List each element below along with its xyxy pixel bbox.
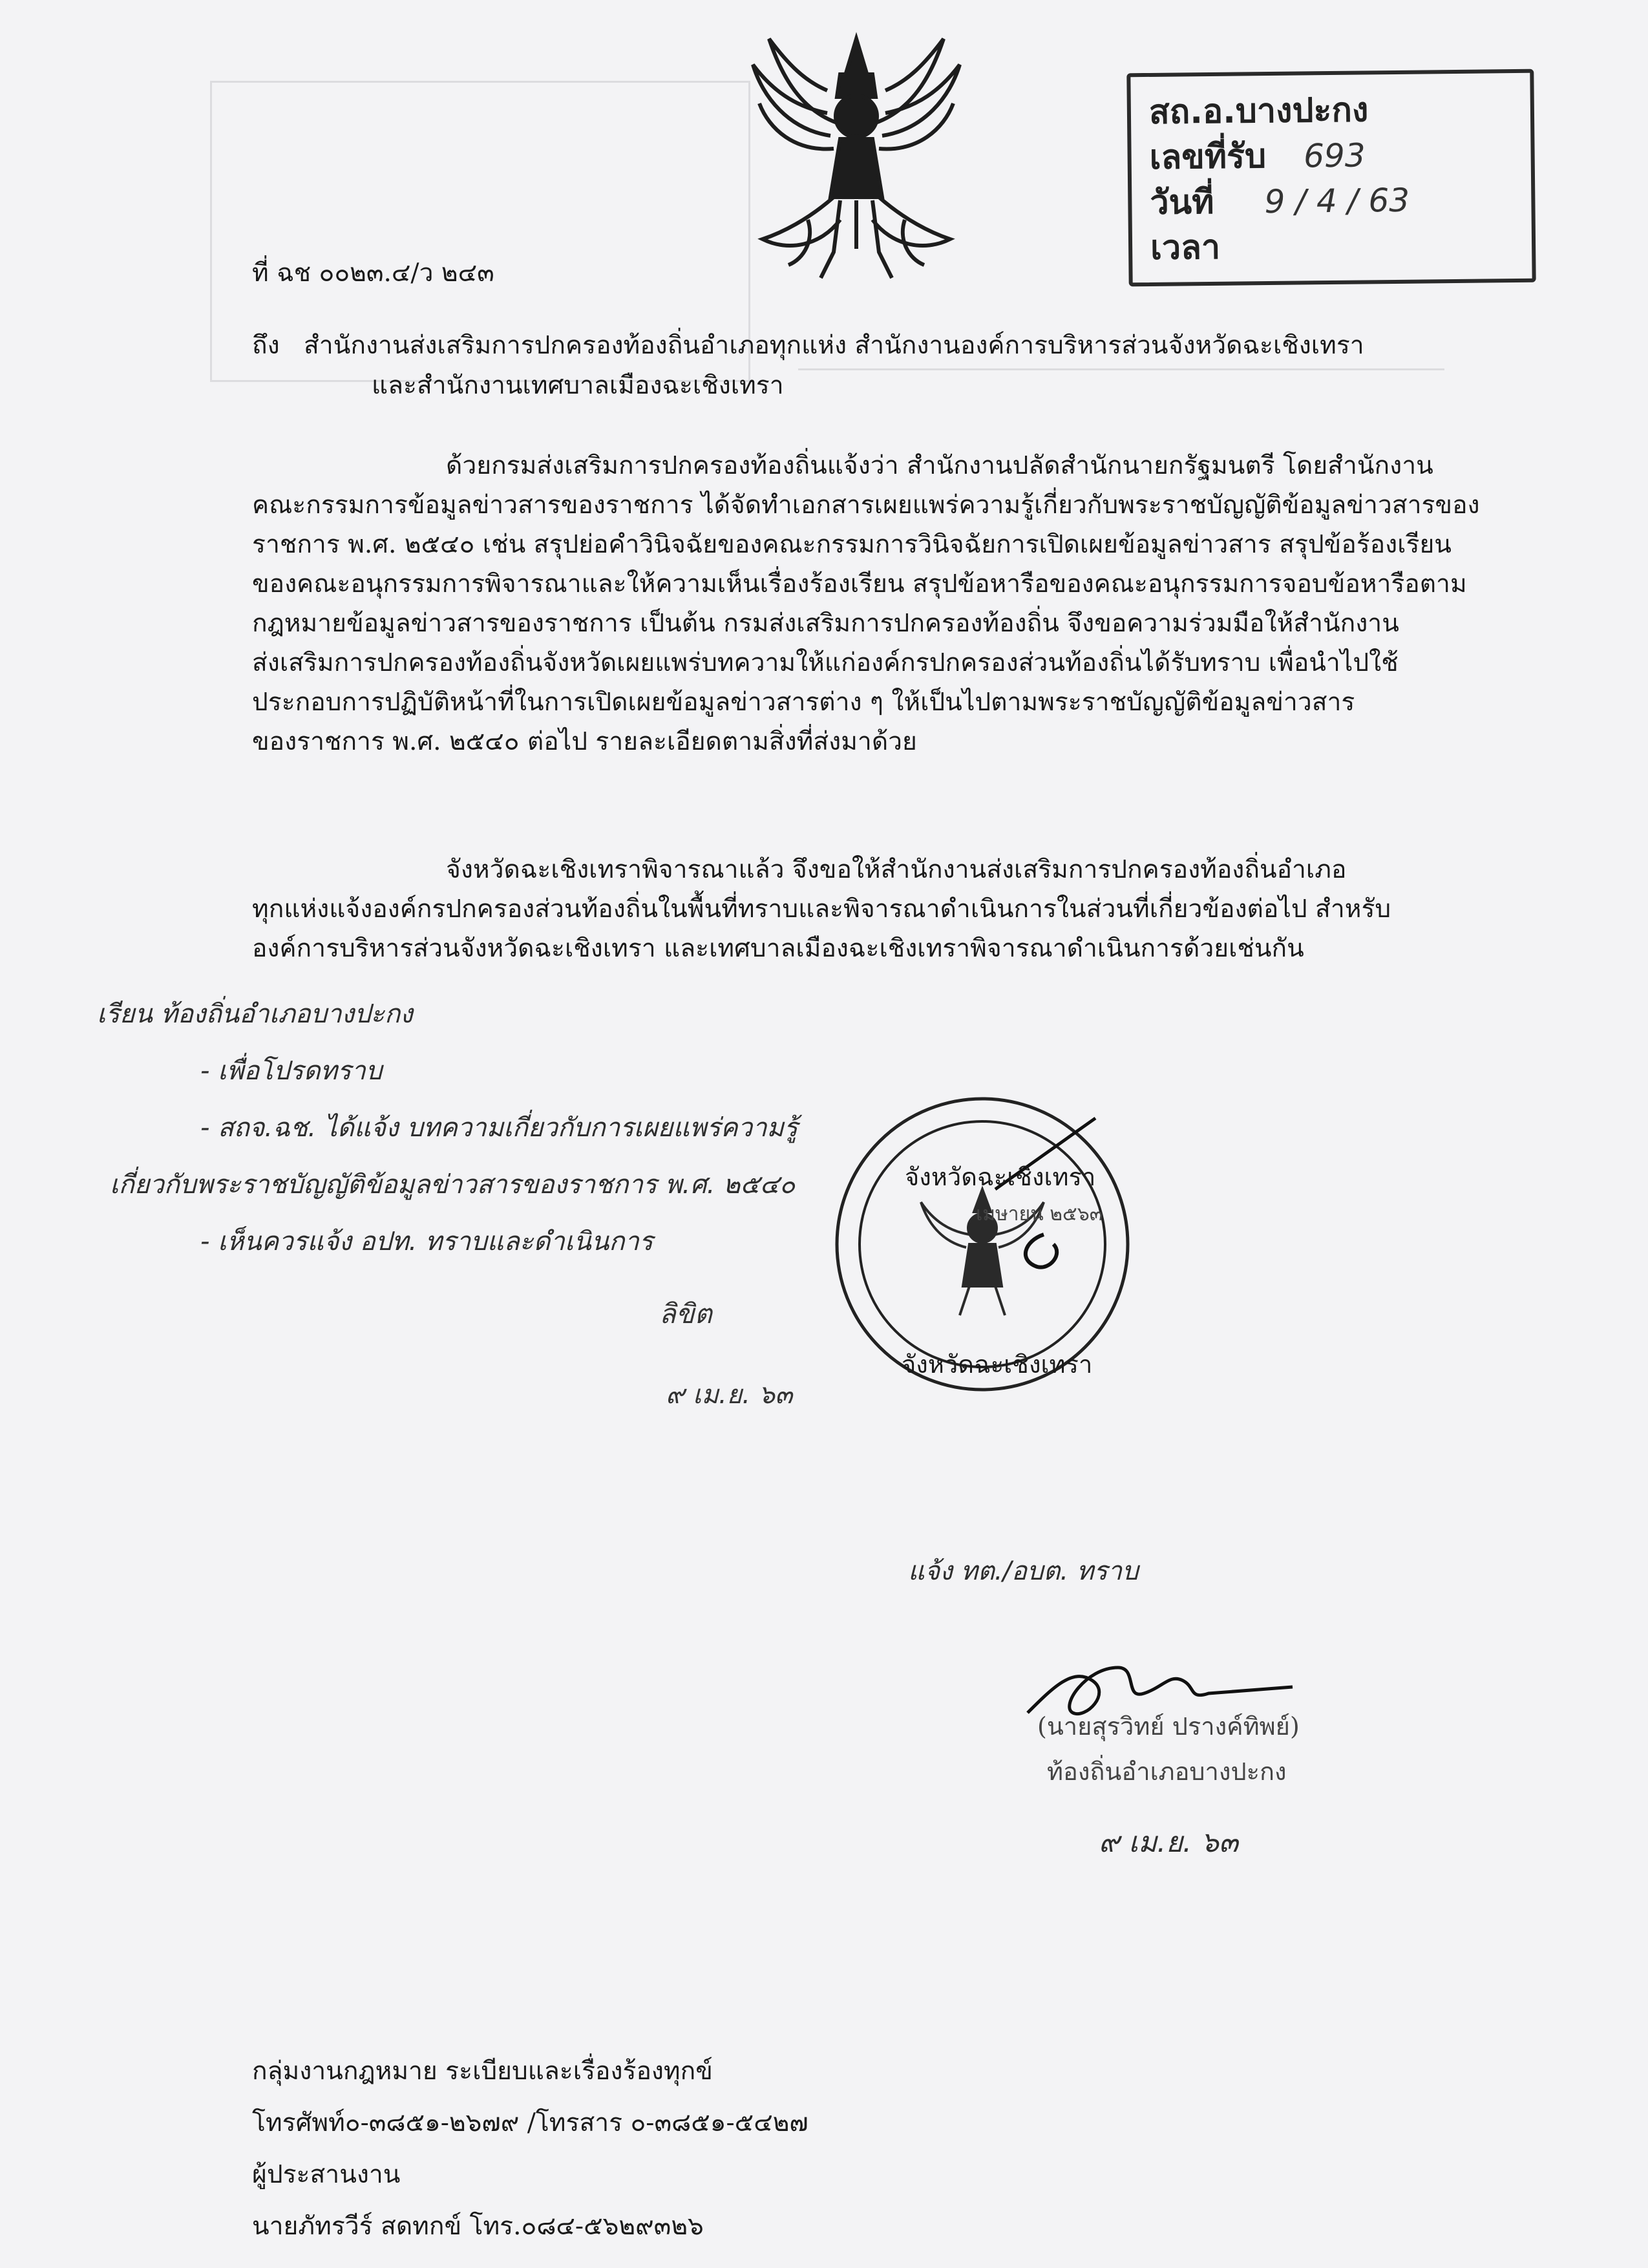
body-paragraph-2 [252, 850, 1391, 968]
signer-position: ท้องถิ่นอำเภอบางปะกง [1047, 1757, 1287, 1786]
paragraph-line: ประกอบการปฏิบัติหน้าที่ในการเปิดเผยข้อมูลข่าวสารต่าง ๆ ให้เป็นไปตามพระราชบัญญัติข้อมูลข่าวสาร [252, 688, 1355, 717]
received-stamp-date-value: 9 / 4 / 63 [1264, 181, 1410, 221]
received-stamp-number-label: เลขที่รับ [1149, 137, 1267, 177]
paragraph-line: กฎหมายข้อมูลข่าวสารของราชการ เป็นต้น กรมส่งเสริมการปกครองท้องถิ่น จึงขอความร่วมมือให้สำนักงาน [252, 609, 1399, 638]
paragraph-line: ของคณะอนุกรรมการพิจารณาและให้ความเห็นเรื่องร้องเรียน สรุปข้อหารือของคณะอนุกรรมการจอบข้อหารือตาม [252, 569, 1467, 599]
handwritten-note: แจ้ง ทต./อบต. ทราบ [908, 1556, 1139, 1586]
footer-phone: โทรศัพท์๐-๓๘๕๑-๒๖๗๙ /โทรสาร ๐-๓๘๕๑-๕๔๒๗ [252, 2108, 808, 2137]
addressee-line-2: และสำนักงานเทศบาลเมืองฉะเชิงเทรา [372, 371, 784, 400]
paragraph-line: ส่งเสริมการปกครองท้องถิ่นจังหวัดเผยแพร่บทความให้แก่องค์กรปกครองส่วนท้องถิ่นได้รับทราบ เพื่อนำไปใช้ [252, 648, 1399, 677]
annotation-line: - เพื่อโปรดทราบ [200, 1056, 383, 1086]
annotation-line: - เห็นควรแจ้ง อปท. ทราบและดำเนินการ [200, 1227, 653, 1256]
annotation-line: เรียน ท้องถิ่นอำเภอบางปะกง [97, 999, 413, 1029]
document-footer [252, 2046, 808, 2252]
footer-coordinator: นายภัทรวีร์ สดทกข์ โทร.๐๘๔-๕๖๒๙๓๒๖ [252, 2212, 704, 2241]
received-stamp-date-label: วันที่ [1150, 182, 1214, 222]
received-stamp-number-value: 693 [1303, 136, 1366, 175]
paragraph-line: ทุกแห่งแจ้งองค์กรปกครองส่วนท้องถิ่นในพื้นที่ทราบและพิจารณาดำเนินการในส่วนที่เกี่ยวข้องต่อไป สำหรับ [252, 895, 1391, 924]
signature-date: ๙ เม.ย. ๖๓ [1099, 1826, 1239, 1859]
footer-coordinator-label: ผู้ประสานงาน [252, 2160, 401, 2189]
signer-name: (นายสุรวิทย์ ปรางค์ทิพย์) [1037, 1712, 1300, 1741]
received-stamp-time-label: เวลา [1150, 228, 1221, 268]
paragraph-line: ด้วยกรมส่งเสริมการปกครองท้องถิ่นแจ้งว่า สำนักงานปลัดสำนักนายกรัฐมนตรี โดยสำนักงาน [446, 451, 1433, 480]
paragraph-line: จังหวัดฉะเชิงเทราพิจารณาแล้ว จึงขอให้สำนักงานส่งเสริมการปกครองท้องถิ่นอำเภอ [446, 855, 1347, 884]
paragraph-line: ของราชการ พ.ศ. ๒๕๔๐ ต่อไป รายละเอียดตามสิ่งที่ส่งมาด้วย [252, 727, 917, 756]
seal-date-text: เมษายน ๒๕๖๓ [976, 1203, 1103, 1225]
seal-top-text: จังหวัดฉะเชิงเทรา [905, 1163, 1096, 1191]
received-stamp [1126, 69, 1536, 287]
paragraph-line: ราชการ พ.ศ. ๒๕๔๐ เช่น สรุปย่อคำวินิจฉัยของคณะกรรมการวินิจฉัยการเปิดเผยข้อมูลข่าวสาร สรุปข้อร้องเรียน [252, 530, 1452, 559]
footer-department: กลุ่มงานกฎหมาย ระเบียบและเรื่องร้องทุกข์ [252, 2057, 713, 2086]
document-number: ที่ ฉช ๐๐๒๓.๔/ว ๒๔๓ [252, 259, 494, 288]
to-label: ถึง [252, 331, 280, 360]
paragraph-line: องค์การบริหารส่วนจังหวัดฉะเชิงเทรา และเทศบาลเมืองฉะเชิงเทราพิจารณาดำเนินการด้วยเช่นกัน [252, 934, 1304, 963]
handwritten-initials: ลิขิต [659, 1298, 712, 1330]
garuda-emblem-icon [743, 26, 969, 291]
body-paragraph-1 [252, 446, 1480, 761]
seal-bottom-text: จังหวัดฉะเชิงเทรา [902, 1350, 1093, 1379]
annotation-line: - สถจ.ฉช. ได้แจ้ง บทความเกี่ยวกับการเผยแพร่ความรู้ [200, 1113, 798, 1143]
addressee-line-1: สำนักงานส่งเสริมการปกครองท้องถิ่นอำเภอทุกแห่ง สำนักงานองค์การบริหารส่วนจังหวัดฉะเชิงเทรา [304, 331, 1364, 360]
received-stamp-office: สถ.อ.บางปะกง [1148, 90, 1369, 132]
handwritten-initials-date: ๙ เม.ย. ๖๓ [666, 1380, 793, 1410]
annotation-line: เกี่ยวกับพระราชบัญญัติข้อมูลข่าวสารของราชการ พ.ศ. ๒๕๔๐ [110, 1170, 796, 1200]
paragraph-line: คณะกรรมการข้อมูลข่าวสารของราชการ ได้จัดทำเอกสารเผยแพร่ความรู้เกี่ยวกับพระราชบัญญัติข้อมูลข่าวสารของ [252, 491, 1480, 520]
handwritten-annotation [97, 986, 937, 1270]
